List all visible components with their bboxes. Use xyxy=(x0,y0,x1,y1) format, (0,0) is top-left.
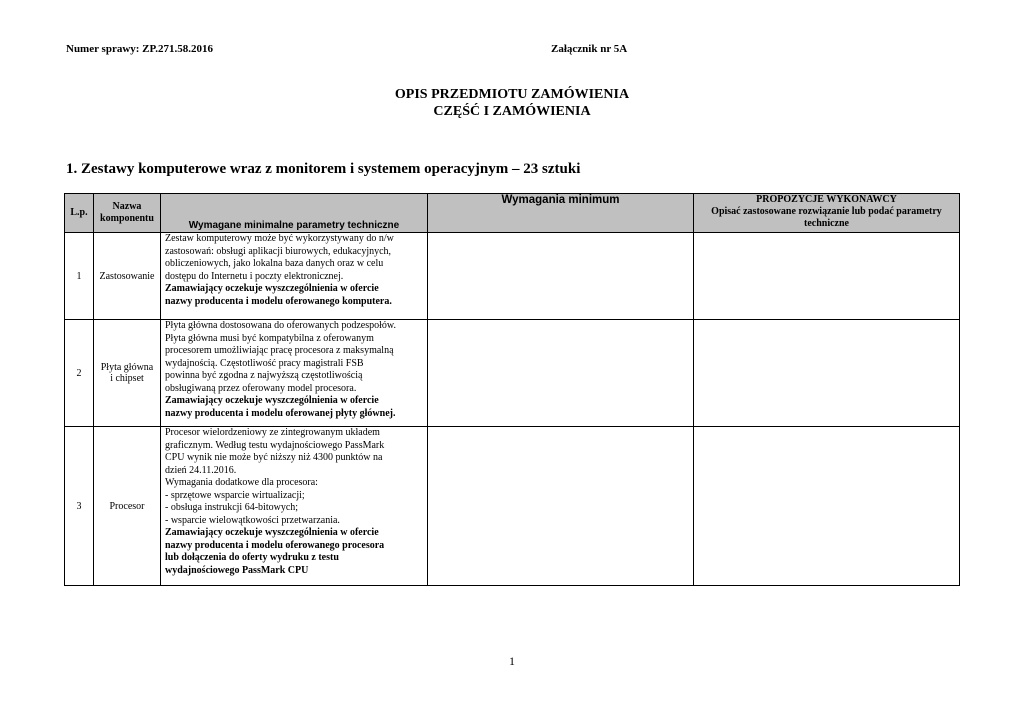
desc-line: Procesor wielordzeniowy ze zintegrowanym układem xyxy=(165,427,380,438)
row-lp: 3 xyxy=(65,427,94,586)
specification-table xyxy=(64,193,960,586)
desc-line: - wsparcie wielowątkowości przetwarzania. xyxy=(165,514,340,526)
minimum-cell xyxy=(428,427,694,586)
desc-line: Płyta główna dostosowana do oferowanych podzespołów. xyxy=(165,320,396,331)
row-component-name: Zastosowanie xyxy=(94,233,161,320)
table-row xyxy=(65,320,960,427)
row-name-line-2: i chipset xyxy=(110,373,144,384)
desc-bold-line: lub dołączenia do oferty wydruku z testu xyxy=(165,552,339,563)
header-proposal-line-2: Opisać zastosowane rozwiązanie lub podać parametry techniczne xyxy=(711,206,942,229)
desc-line: zastosowań: obsługi aplikacji biurowych, edukacyjnych, xyxy=(165,245,392,257)
row-lp: 2 xyxy=(65,320,94,427)
attachment-number: Załącznik nr 5A xyxy=(551,43,628,55)
desc-bold-line: Zamawiający oczekuje wyszczególnienia w ofercie xyxy=(165,395,379,406)
table-row xyxy=(65,427,960,586)
row-description xyxy=(161,233,428,320)
section-title: 1. Zestawy komputerowe wraz z monitorem i systemem operacyjnym – 23 sztuki xyxy=(66,161,581,177)
proposal-cell xyxy=(694,320,960,427)
desc-line: dzień 24.11.2016. xyxy=(165,464,237,476)
desc-bold-line: nazwy producenta i modelu oferowanej płyty głównej. xyxy=(165,407,396,419)
row-component-name xyxy=(94,320,161,427)
row-component-name: Procesor xyxy=(94,427,161,586)
desc-bold-line: Zamawiający oczekuje wyszczególnienia w ofercie xyxy=(165,283,379,294)
desc-line: - sprzętowe wsparcie wirtualizacji; xyxy=(165,489,305,501)
header-component-name xyxy=(94,194,161,233)
table-header-row xyxy=(65,194,960,233)
desc-line: procesorem umożliwiając pracę procesora z maksymalną xyxy=(165,345,394,356)
row-lp: 1 xyxy=(65,233,94,320)
desc-bold-line: nazwy producenta i modelu oferowanego procesora xyxy=(165,539,385,551)
desc-line: Zestaw komputerowy może być wykorzystywany do n/w xyxy=(165,233,394,244)
minimum-cell xyxy=(428,320,694,427)
desc-line: wydajnością. Częstotliwość pracy magistrali FSB xyxy=(165,357,364,369)
header-name-line-2: komponentu xyxy=(100,213,154,224)
desc-line: obliczeniowych, jako lokalna baza danych oraz w celu xyxy=(165,258,384,269)
minimum-cell xyxy=(428,233,694,320)
header-minimum: Wymagania minimum xyxy=(428,194,694,233)
header-proposal xyxy=(694,194,960,233)
title-line-1: OPIS PRZEDMIOTU ZAMÓWIENIA xyxy=(394,87,630,102)
desc-line: Wymagania dodatkowe dla procesora: xyxy=(165,477,318,488)
header-name-line-1: Nazwa xyxy=(112,201,142,212)
desc-bold-line: wydajnościowego PassMark CPU xyxy=(165,564,309,576)
header-params: Wymagane minimalne parametry techniczne xyxy=(161,194,428,233)
row-description xyxy=(161,320,428,427)
table-row xyxy=(65,233,960,320)
desc-line: CPU wynik nie może być niższy niż 4300 punktów na xyxy=(165,452,383,463)
desc-line: graficznym. Według testu wydajnościowego PassMark xyxy=(165,439,385,451)
desc-line: powinna być zgodna z najwyższą częstotliwością xyxy=(165,370,363,381)
desc-line: Płyta główna musi być kompatybilna z oferowanym xyxy=(165,332,374,344)
desc-line: dostępu do Internetu i poczty elektronicznej. xyxy=(165,270,344,282)
desc-line: - obsługa instrukcji 64-bitowych; xyxy=(165,502,299,513)
header-lp: L.p. xyxy=(65,194,94,233)
page-number: 1 xyxy=(509,654,515,668)
desc-line: obsługiwaną przez oferowany model procesora. xyxy=(165,382,357,394)
header-proposal-line-1: PROPOZYCJE WYKONAWCY xyxy=(756,194,897,205)
proposal-cell xyxy=(694,427,960,586)
document-title xyxy=(0,86,1024,120)
title-line-2: CZĘŚĆ I ZAMÓWIENIA xyxy=(433,104,591,119)
desc-bold-line: Zamawiający oczekuje wyszczególnienia w ofercie xyxy=(165,527,379,538)
proposal-cell xyxy=(694,233,960,320)
case-number: Numer sprawy: ZP.271.58.2016 xyxy=(66,43,213,55)
row-name-line-1: Płyta główna xyxy=(100,362,154,373)
row-description xyxy=(161,427,428,586)
desc-bold-line: nazwy producenta i modelu oferowanego komputera. xyxy=(165,295,392,307)
